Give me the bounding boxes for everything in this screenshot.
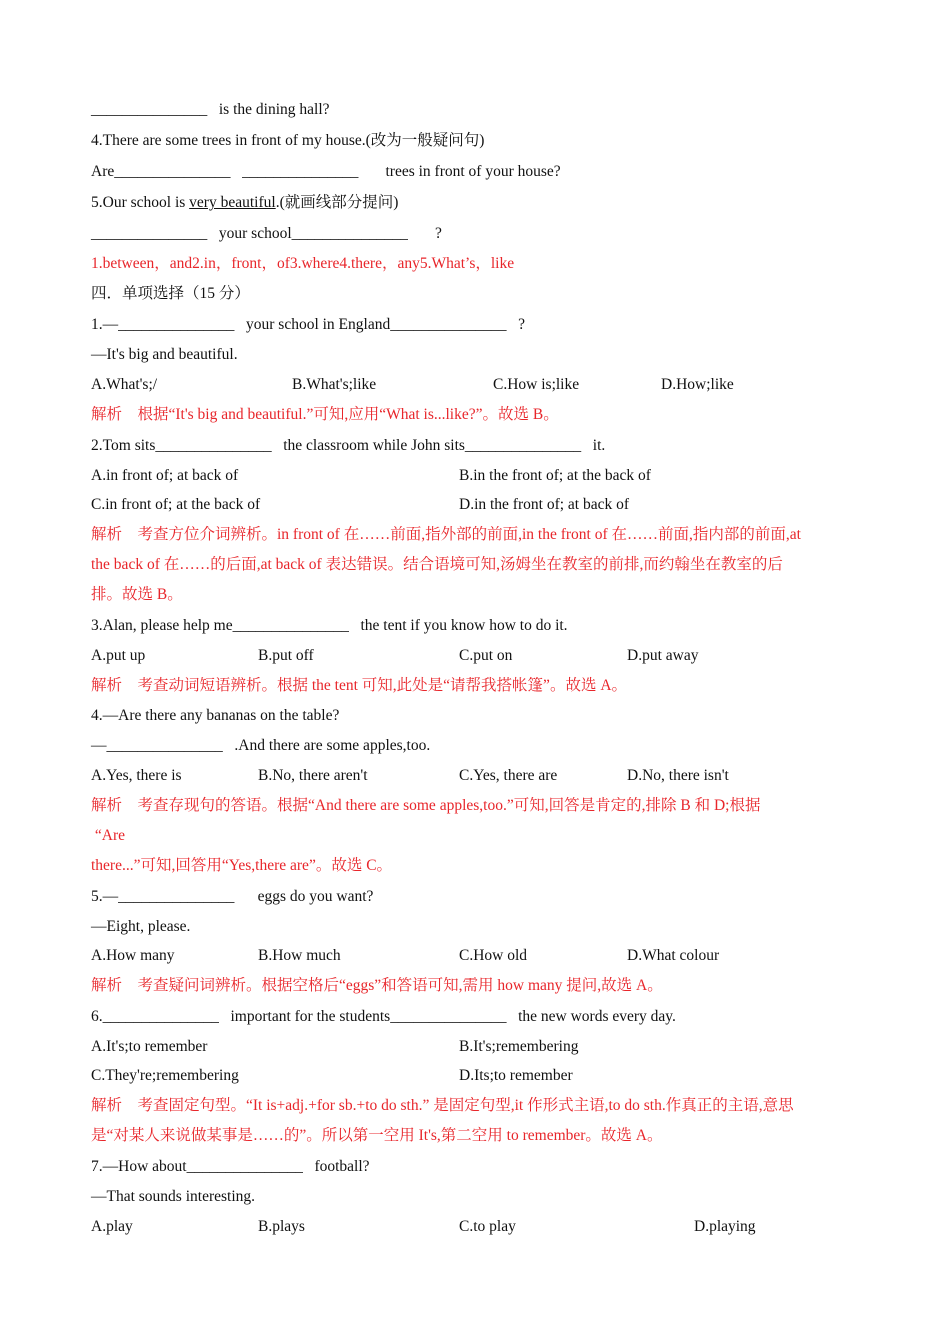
question-text: —Eight, please. (91, 918, 191, 935)
option-c: C.How is;like (493, 376, 580, 393)
question-text: 1.—_______________ your school in England_______________ ? (91, 316, 525, 333)
option-b: B.in the front of; at the back of (459, 467, 651, 484)
option-c: C.in front of; at the back of (91, 496, 261, 513)
analysis-text: “Are (91, 827, 125, 844)
text-line: _______________ your school_______________ ? (91, 225, 442, 242)
q5-text: 5.Our school is (91, 194, 190, 211)
question-text: 7.—How about_______________ football? (91, 1158, 370, 1175)
option-b: B.What's;like (292, 376, 377, 393)
option-b: B.No, there aren't (258, 767, 368, 784)
option-d: D.put away (627, 647, 699, 664)
option-c: C.to play (459, 1218, 516, 1235)
analysis-text: 解析 考查固定句型。“It is+adj.+for sb.+to do sth.” 是固定句型,it 作形式主语,to do sth.作真正的主语,意思 (91, 1097, 794, 1114)
option-c: C.They're;remembering (91, 1067, 239, 1084)
analysis-text: the back of 在……的后面,at back of 表达错误。结合语境可知,汤姆坐在教室的前排,而约翰坐在教室的后 (91, 556, 783, 573)
question-text: 3.Alan, please help me_______________ the tent if you know how to do it. (91, 617, 568, 634)
option-a: A.put up (91, 647, 146, 664)
option-b: B.It's;remembering (459, 1038, 579, 1055)
analysis-text: 是“对某人来说做某事是……的”。所以第一空用 It's,第二空用 to remember。故选 A。 (91, 1127, 663, 1144)
option-b: B.plays (258, 1218, 305, 1235)
question-text: 4.There are some trees in front of my house.(改为一般疑问句) (91, 132, 485, 149)
section-title: 四．单项选择（15 分） (91, 285, 250, 302)
question-text: —_______________ .And there are some apples,too. (91, 737, 431, 754)
question-text: 4.—Are there any bananas on the table? (91, 707, 340, 724)
option-b: B.How much (258, 947, 341, 964)
option-a: A.It's;to remember (91, 1038, 208, 1055)
option-a: A.What's;/ (91, 376, 158, 393)
option-d: D.No, there isn't (627, 767, 729, 784)
question-text (91, 193, 398, 213)
analysis-text: 解析 考查存现句的答语。根据“And there are some apples,too.”可知,回答是肯定的,排除 B 和 D;根据 (91, 797, 761, 814)
question-text: —It's big and beautiful. (91, 346, 238, 363)
option-a: A.How many (91, 947, 175, 964)
option-d: D.What colour (627, 947, 720, 964)
question-text: —That sounds interesting. (91, 1188, 256, 1205)
option-b: B.put off (258, 647, 314, 664)
text-line: _______________ is the dining hall? (91, 101, 330, 118)
question-text: 2.Tom sits_______________ the classroom while John sits_______________ it. (91, 437, 606, 454)
underlined-text: very beautiful (189, 194, 276, 211)
option-a: A.Yes, there is (91, 767, 182, 784)
analysis-text: 排。故选 B。 (91, 586, 183, 603)
analysis-text: 解析 根据“It's big and beautiful.”可知,应用“What is...like?”。故选 B。 (91, 406, 559, 423)
analysis-text: 解析 考查方位介词辨析。in front of 在……前面,指外部的前面,in the front of 在……前面,指内部的前面,at (91, 526, 801, 543)
analysis-text: 解析 考查疑问词辨析。根据空格后“eggs”和答语可知,需用 how many 提问,故选 A。 (91, 977, 663, 994)
option-a: A.in front of; at back of (91, 467, 239, 484)
option-a: A.play (91, 1218, 133, 1235)
text-line: Are_______________ _______________ trees in front of your house? (91, 163, 561, 180)
analysis-text: 解析 考查动词短语辨析。根据 the tent 可知,此处是“请帮我搭帐篷”。故选 A。 (91, 677, 628, 694)
option-d: D.in the front of; at back of (459, 496, 630, 513)
question-text: 6._______________ important for the students_______________ the new words every day. (91, 1008, 676, 1025)
option-d: D.Its;to remember (459, 1067, 573, 1084)
option-c: C.How old (459, 947, 528, 964)
option-c: C.put on (459, 647, 513, 664)
analysis-text: there...”可知,回答用“Yes,there are”。故选 C。 (91, 857, 393, 874)
question-text: 5.—_______________ eggs do you want? (91, 888, 374, 905)
option-d: D.How;like (661, 376, 734, 393)
q5-instruction: .(就画线部分提问) (275, 194, 399, 211)
answer-key: 1.between，and2.in，front，of3.where4.there，any5.What’s，like (91, 255, 515, 272)
option-c: C.Yes, there are (459, 767, 558, 784)
option-d: D.playing (694, 1218, 756, 1235)
